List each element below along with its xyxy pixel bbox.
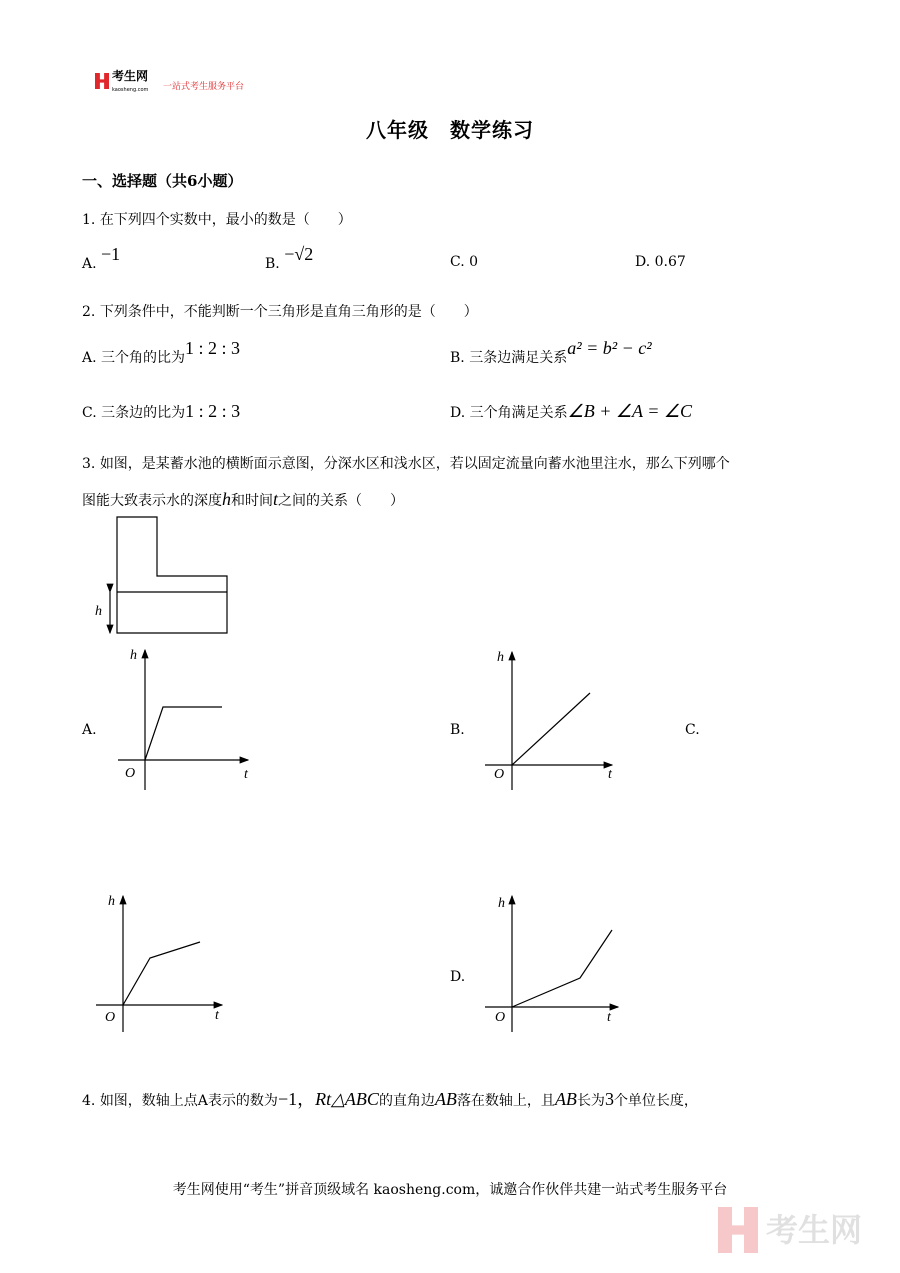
page-title: 八年级 数学练习 [366,118,534,142]
graph-d-h: h [498,896,505,911]
q1-option-c: C. 0 [450,254,479,270]
graph-d-o: O [495,1010,506,1025]
q1-option-d: D. 0.67 [635,254,686,270]
reservoir-h-label: h [95,604,102,619]
logo-sub: kaosheng.com [112,87,149,93]
question-2: 2. 下列条件中，不能判断一个三角形是直角三角形的是（ ） [82,304,478,320]
watermark-logo [718,1205,883,1257]
graph-a-o: O [125,766,136,781]
graph-b-o: O [494,767,505,782]
q3-option-c: C. [685,722,700,738]
watermark-text: 考生网 [766,1211,863,1249]
graph-c-o: O [105,1010,116,1025]
q3-option-a: A. [82,722,97,738]
question-3-line2: 图能大致表示水的深度h和时间t之间的关系（ ） [82,489,405,509]
question-1: 1. 在下列四个实数中，最小的数是（ ） [82,212,352,228]
slogan: 一站式考生服务平台 [163,82,245,92]
graph-d-t: t [607,1010,611,1025]
footer-text: 考生网使用“考生”拼音顶级域名 kaosheng.com，诚邀合作伙伴共建一站式考生服务平台 [172,1182,728,1198]
graph-c-h: h [108,894,115,909]
reservoir-diagram [110,517,227,633]
q2-option-b: B. 三条边满足关系a² = b² − c² [450,338,652,366]
graph-a [118,650,248,790]
question-4: 4. 如图，数轴上点A表示的数为−1，Rt△ABC的直角边AB落在数轴上，且AB长为3个单位长度， [82,1089,698,1109]
q2-option-c: C. 三条边的比为1 : 2 : 3 [82,401,241,421]
graph-c-t: t [215,1008,219,1023]
q1-option-a: A. −1 [82,244,121,272]
q3-option-b: B. [450,722,465,738]
graph-a-t: t [244,767,248,782]
q2-option-a: A. 三个角的比为1 : 2 : 3 [82,338,241,366]
question-3: 3. 如图，是某蓄水池的横断面示意图，分深水区和浅水区，若以固定流量向蓄水池里注水，那么下列哪个 [82,456,730,472]
graph-b-t: t [608,767,612,782]
section-heading: 一、选择题（共6小题） [82,172,243,190]
graph-a-h: h [130,648,137,663]
q3-option-d: D. [450,969,466,985]
q1-option-b: B. −√2 [265,244,314,272]
q2-option-d: D. 三个角满足关系∠B + ∠A = ∠C [450,401,693,421]
watermark-icon [718,1207,758,1253]
graph-b-h: h [497,650,504,665]
logo-text: 考生网 [112,69,149,83]
